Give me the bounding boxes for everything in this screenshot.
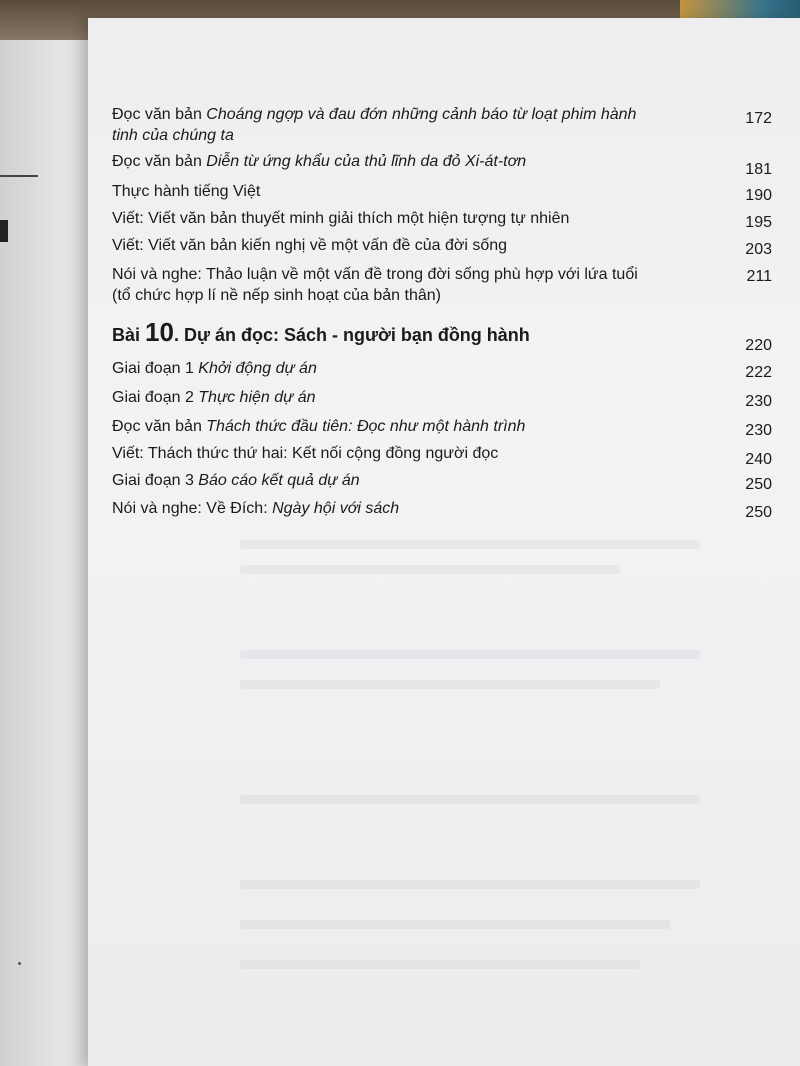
entry-title: Diễn từ ứng khẩu của thủ lĩnh da đỏ Xi-át-tơn [206, 153, 527, 170]
toc-entry[interactable] [112, 387, 772, 408]
page-number: 250 [745, 504, 772, 521]
entry-prefix: Đọc văn bản [112, 153, 207, 170]
entry-title: Thực hành tiếng Việt [112, 183, 261, 200]
page-number: 172 [745, 110, 772, 127]
page-number: 230 [745, 393, 772, 410]
toc-entry[interactable] [112, 235, 772, 256]
lesson-title: . Dự án đọc: Sách - người bạn đồng hành [173, 325, 530, 345]
page-number: 203 [745, 241, 772, 258]
bleed-through [240, 880, 700, 889]
page-number: 181 [745, 161, 772, 178]
entry-prefix: Nói và nghe: Về Đích: [112, 500, 273, 517]
entry-title: Khởi động dự án [198, 360, 317, 377]
entry-prefix: Giai đoạn 2 [112, 389, 199, 406]
entry-title: Viết: Viết văn bản kiến nghị về một vấn đề của đời sống [112, 237, 508, 254]
lesson-heading[interactable] [112, 317, 772, 354]
entry-title: Thách thức đầu tiên: Đọc như một hành trình [206, 418, 526, 435]
bleed-through [240, 920, 670, 929]
entry-title: Báo cáo kết quả dự án [198, 472, 360, 489]
toc-entry[interactable] [112, 358, 772, 379]
left-page-mark [0, 220, 8, 242]
bleed-through [240, 960, 640, 969]
left-page [0, 40, 100, 1066]
entry-title-line2: tinh của chúng ta [112, 127, 234, 144]
page-number: 240 [745, 451, 772, 468]
entry-title: Thực hiện dự án [198, 389, 316, 406]
toc-entry[interactable] [112, 104, 772, 146]
bleed-through [240, 565, 620, 574]
entry-prefix: Đọc văn bản [112, 106, 207, 123]
toc-entry[interactable] [112, 181, 772, 202]
entry-title: Ngày hội với sách [272, 500, 400, 517]
entry-title: Viết: Thách thức thứ hai: Kết nối cộng đồng người đọc [112, 445, 499, 462]
toc-entry[interactable] [112, 151, 772, 178]
toc-entry[interactable] [112, 208, 772, 229]
bleed-through [240, 795, 700, 804]
page-speck [18, 962, 21, 965]
entry-title: Viết: Viết văn bản thuyết minh giải thích một hiện tượng tự nhiên [112, 210, 570, 227]
toc-entry[interactable] [112, 264, 772, 306]
page-number: 195 [745, 214, 772, 231]
lesson-number: 10 [145, 317, 174, 347]
entry-prefix: Giai đoạn 3 [112, 472, 199, 489]
left-page-rule [0, 175, 38, 177]
page-number: 190 [745, 187, 772, 204]
entry-title: Choáng ngợp và đau đớn những cảnh báo từ loạt phim hành [206, 106, 637, 123]
page-number: 222 [745, 364, 772, 381]
entry-prefix: Giai đoạn 1 [112, 360, 199, 377]
bleed-through [240, 650, 700, 659]
toc-entry[interactable] [112, 416, 772, 437]
page-number: 220 [745, 337, 772, 354]
page-number: 211 [746, 268, 772, 285]
bleed-through [240, 540, 700, 549]
toc-entry[interactable] [112, 470, 772, 491]
lesson-label: Bài [112, 325, 146, 345]
entry-title: Nói và nghe: Thảo luận về một vấn đề trong đời sống phù hợp với lứa tuổi [112, 266, 638, 283]
page-number: 250 [745, 476, 772, 493]
toc-entry[interactable] [112, 498, 772, 519]
entry-prefix: Đọc văn bản [112, 418, 207, 435]
page-number: 230 [745, 422, 772, 439]
toc-entry[interactable] [112, 443, 772, 468]
bleed-through [240, 680, 660, 689]
entry-title-line2: (tổ chức hợp lí nề nếp sinh hoạt của bản thân) [112, 287, 441, 304]
